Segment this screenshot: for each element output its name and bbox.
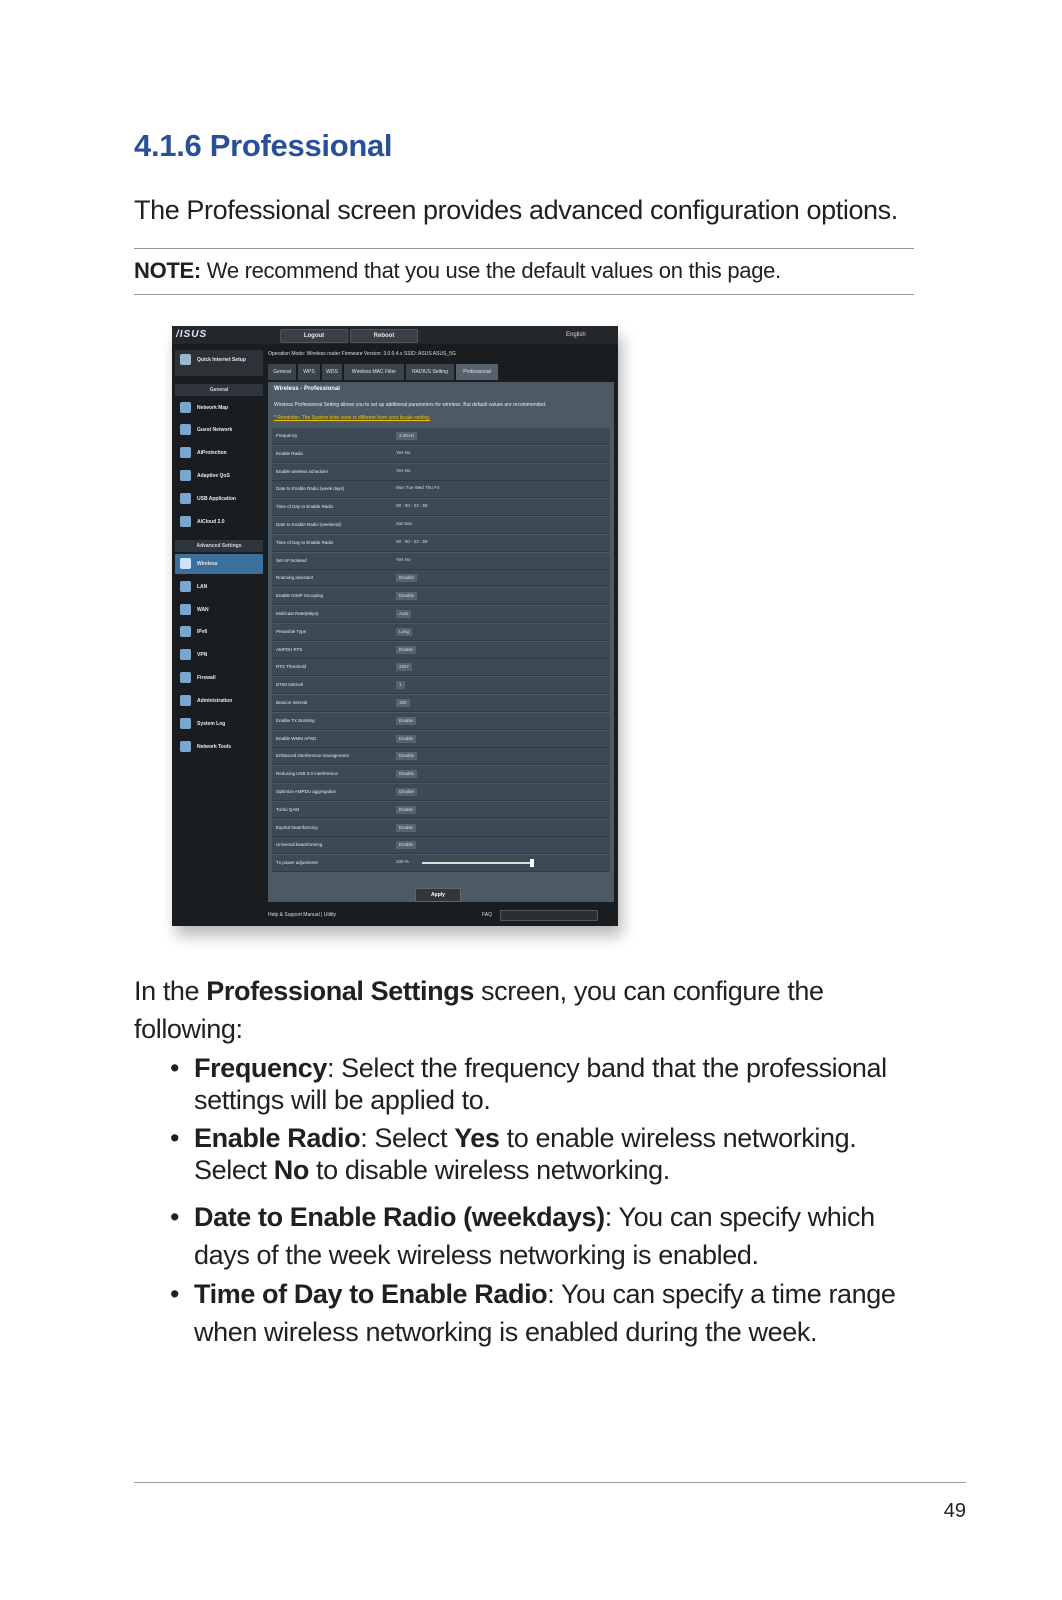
settings-row-value[interactable]: 100 % <box>396 859 409 865</box>
para-pre: In the <box>134 976 207 1006</box>
logout-button[interactable]: Logout <box>280 329 348 343</box>
shield-icon <box>180 672 191 683</box>
settings-row-value[interactable]: 100 <box>396 699 410 707</box>
settings-row <box>272 588 610 605</box>
bullet-dot-icon: • <box>170 1202 180 1232</box>
settings-row-label: Enable Radio <box>276 450 304 456</box>
settings-row-label: Enhanced interference management <box>276 753 349 759</box>
settings-row <box>272 766 610 783</box>
sidebar-item-label: Wireless <box>197 561 218 567</box>
sidebar-item-label: Guest Network <box>197 427 233 433</box>
log-icon <box>180 718 191 729</box>
globe-icon <box>180 626 191 637</box>
settings-row-label: Turbo QAM <box>276 806 300 812</box>
settings-row <box>272 820 610 837</box>
bullet-dot-icon: • <box>170 1123 180 1153</box>
sidebar-item-system-log[interactable] <box>175 714 263 734</box>
bullet-term: Frequency <box>194 1053 327 1083</box>
para-bold: Professional Settings <box>206 976 474 1006</box>
sidebar-item-lan[interactable] <box>175 577 263 597</box>
user-icon <box>180 695 191 706</box>
cloud-icon <box>180 516 191 527</box>
globe-icon <box>180 604 191 615</box>
bullet-text: to disable wireless networking. <box>308 1155 670 1185</box>
settings-row-label: Universal beamforming <box>276 842 323 848</box>
sidebar-item-network-tools[interactable] <box>175 737 263 757</box>
sidebar-item-administration[interactable] <box>175 691 263 711</box>
settings-row-value[interactable]: 00 : 00 - 23 : 59 <box>396 538 428 544</box>
settings-row-label: Reducing USB 3.0 interference <box>276 771 339 777</box>
settings-row-label: Beacon Interval <box>276 700 308 705</box>
tab-wds[interactable]: WDS <box>322 364 342 380</box>
sidebar-item-label: VPN <box>197 652 208 658</box>
settings-row <box>272 642 610 659</box>
bullet-text: : Select <box>360 1123 455 1153</box>
settings-row <box>272 481 610 498</box>
settings-row <box>272 731 610 748</box>
sidebar-item-wan[interactable] <box>175 600 263 620</box>
bullet-text: to enable wireless networking. Select <box>194 1123 857 1185</box>
sidebar-item-label: USB Application <box>197 496 236 502</box>
settings-row-value[interactable]: Enable <box>396 735 416 743</box>
tab-wireless-mac-filter[interactable]: Wireless MAC Filter <box>344 364 404 380</box>
settings-row <box>272 748 610 765</box>
settings-row-label: Explicit beamforming <box>276 824 318 830</box>
sidebar-item-label: AiCloud 2.0 <box>197 519 225 525</box>
qos-icon <box>180 470 191 481</box>
network-map-icon <box>180 402 191 413</box>
sidebar-item-aiprotection[interactable] <box>175 443 263 463</box>
footer-rule <box>134 1482 966 1483</box>
sidebar-item-label: Adaptive QoS <box>197 473 230 479</box>
router-info-bar: Operation Mode: Wireless router Firmware Version: 3.0.0.4.x SSID: ASUS ASUS_5G <box>268 351 456 357</box>
settings-row-label: Date to Enable Radio (weekend) <box>276 522 342 527</box>
settings-row <box>272 624 610 641</box>
settings-row-label: Frequency <box>276 433 298 438</box>
settings-row-label: Enable TX Bursting <box>276 717 315 723</box>
settings-row-label: Preamble Type <box>276 628 307 634</box>
slider-thumb[interactable] <box>530 859 534 867</box>
intro-text: The Professional screen provides advanced configuration options. <box>134 195 898 225</box>
bullet-term: Date to Enable Radio (weekdays) <box>194 1202 605 1232</box>
settings-row-label: Date to Enable Radio (week days) <box>276 486 345 492</box>
bullet-term: Enable Radio <box>194 1123 361 1153</box>
settings-row-label: Time of Day to Enable Radio <box>276 504 334 510</box>
advanced-settings-heading: Advanced Settings <box>175 540 263 552</box>
settings-row-value[interactable]: 1 <box>396 681 405 689</box>
faq-label: FAQ <box>482 912 493 918</box>
bullet-no: No <box>273 1155 309 1185</box>
settings-row-value[interactable]: Auto <box>396 610 411 618</box>
lock-icon <box>180 447 191 458</box>
note-bottom-rule <box>134 294 914 295</box>
sidebar-item-label: IPv6 <box>197 629 208 635</box>
wand-icon <box>180 354 191 365</box>
general-heading: General <box>175 384 263 396</box>
settings-row-label: Roaming assistant <box>276 575 314 581</box>
sidebar-item-aicloud[interactable] <box>175 512 263 532</box>
settings-row <box>272 428 610 445</box>
settings-intro-paragraph <box>134 972 914 1048</box>
settings-row-label: AMPDU RTS <box>276 646 303 652</box>
settings-row-value[interactable]: 2347 <box>396 663 412 671</box>
settings-row-label: Enable WMM APSD <box>276 735 317 741</box>
bullet-yes: Yes <box>454 1123 500 1153</box>
settings-row-value[interactable]: Sat Sun <box>396 521 413 526</box>
router-tabs <box>268 362 614 380</box>
bullet-text: : You can specify which days of the week wireless networking is enabled. <box>194 1202 875 1270</box>
professional-panel <box>268 382 614 902</box>
settings-row-value[interactable]: Disable <box>396 574 417 582</box>
router-top-bar <box>172 326 618 344</box>
sidebar-item-label: WAN <box>197 607 209 613</box>
sidebar-item-label: LAN <box>197 584 208 590</box>
vpn-icon <box>180 649 191 660</box>
settings-row <box>272 535 610 552</box>
router-screenshot <box>172 326 618 926</box>
reboot-button[interactable]: Reboot <box>350 329 418 343</box>
sidebar-item-wireless[interactable] <box>175 554 263 574</box>
sidebar-item-label: Firewall <box>197 675 216 681</box>
settings-row-value[interactable]: 00 : 00 - 23 : 59 <box>396 503 428 509</box>
tools-icon <box>180 741 191 752</box>
sidebar-item-network-map[interactable] <box>175 398 263 418</box>
settings-row-label: Enable wireless scheduler <box>276 468 329 474</box>
settings-row-label: Tx power adjustment <box>276 860 318 866</box>
settings-row <box>272 855 610 872</box>
settings-row <box>272 517 610 534</box>
sidebar-item-usb-application[interactable] <box>175 489 263 509</box>
settings-row-value[interactable]: Enable <box>396 841 416 849</box>
router-footer <box>268 908 614 922</box>
bullet-dot-icon: • <box>170 1279 180 1309</box>
note <box>134 258 781 284</box>
settings-row-label: Time of Day to Enable Radio <box>276 539 334 545</box>
settings-row-value[interactable]: Enable <box>396 717 416 725</box>
settings-row-label: Enable IGMP Snooping <box>276 593 323 599</box>
sidebar-item-vpn[interactable] <box>175 645 263 665</box>
settings-row-value[interactable]: Long <box>396 628 412 636</box>
wifi-icon <box>180 558 191 569</box>
settings-row <box>272 446 610 463</box>
settings-row <box>272 464 610 481</box>
puzzle-icon <box>180 493 191 504</box>
bullet-term: Time of Day to Enable Radio <box>194 1279 548 1309</box>
bullet-dot-icon: • <box>170 1053 180 1083</box>
settings-row-value[interactable]: 2.4GHz <box>396 432 417 440</box>
bullet-text: : Select the frequency band that the professional settings will be applied to. <box>194 1053 887 1115</box>
settings-row-value[interactable]: Disable <box>396 592 417 600</box>
section-title: 4.1.6 Professional <box>134 128 393 163</box>
panel-description: Wireless Professional Setting allows you to set up additional parameters for wireless. But default values are recommended. <box>274 402 547 408</box>
para-post: screen, you can configure the following: <box>134 976 824 1044</box>
sidebar-item-firewall[interactable] <box>175 668 263 688</box>
settings-row-value[interactable]: Disable <box>396 752 417 760</box>
settings-row-value[interactable]: Yes No <box>396 556 411 562</box>
settings-row <box>272 570 610 587</box>
settings-row-label: DTIM Interval <box>276 682 304 688</box>
settings-row <box>272 553 610 570</box>
settings-row-value[interactable]: Enable <box>396 646 416 654</box>
settings-row-label: RTS Threshold <box>276 664 307 670</box>
help-support-link[interactable]: Help & Support Manual | Utility <box>268 912 336 918</box>
settings-row-value[interactable]: Enable <box>396 806 416 814</box>
note-top-rule <box>134 248 914 249</box>
tab-professional[interactable]: Professional <box>456 364 498 380</box>
note-label: NOTE: <box>134 258 201 283</box>
settings-row-value[interactable]: Enable <box>396 824 416 832</box>
tab-general[interactable]: General <box>268 364 296 380</box>
settings-row-label: Multicast Rate(Mbps) <box>276 611 319 616</box>
tx-power-slider[interactable] <box>422 862 532 864</box>
settings-row <box>272 784 610 801</box>
asus-logo: /ISUS <box>176 329 208 340</box>
quick-setup-item[interactable] <box>175 350 263 376</box>
settings-row <box>272 677 610 694</box>
settings-row-value[interactable]: Mon Tue Wed Thu Fri <box>396 485 440 491</box>
panel-title: Wireless - Professional <box>274 386 340 392</box>
settings-row <box>272 606 610 623</box>
tab-wps[interactable]: WPS <box>298 364 320 380</box>
router-sidebar <box>175 348 263 763</box>
language-select[interactable]: English <box>566 332 586 338</box>
settings-row-value[interactable]: Yes No <box>396 449 411 455</box>
settings-row <box>272 499 610 516</box>
guest-network-icon <box>180 424 191 435</box>
sidebar-item-adaptive-qos[interactable] <box>175 466 263 486</box>
settings-row <box>272 837 610 854</box>
sidebar-item-label: AiProtection <box>197 450 227 456</box>
settings-row-value[interactable]: Yes No <box>396 467 411 473</box>
settings-row <box>272 802 610 819</box>
router-main <box>268 348 614 908</box>
sidebar-item-label: Network Map <box>197 405 229 411</box>
bullet-text: : You can specify a time range when wireless networking is enabled during the week. <box>194 1279 896 1347</box>
sidebar-item-label: System Log <box>197 721 226 727</box>
apply-button[interactable]: Apply <box>415 888 461 902</box>
settings-row-value[interactable]: Disable <box>396 788 417 796</box>
sidebar-item-label: Network Tools <box>197 744 232 750</box>
faq-search-input[interactable] <box>500 910 598 921</box>
quick-setup-label: Quick Internet Setup <box>197 357 246 363</box>
settings-row <box>272 713 610 730</box>
settings-row <box>272 695 610 712</box>
settings-row-label: Set AP Isolated <box>276 557 307 563</box>
tab-radius-setting[interactable]: RADIUS Setting <box>406 364 454 380</box>
page-number: 49 <box>943 1500 966 1522</box>
sidebar-item-guest-network[interactable] <box>175 420 263 440</box>
panel-reminder: * Reminder: The System time zone is different from your locale setting. <box>274 415 431 421</box>
settings-row <box>272 659 610 676</box>
sidebar-item-ipv6[interactable] <box>175 622 263 642</box>
home-icon <box>180 581 191 592</box>
note-text: We recommend that you use the default values on this page. <box>206 258 781 283</box>
sidebar-item-label: Administration <box>197 698 233 704</box>
settings-row-value[interactable]: Disable <box>396 770 417 778</box>
settings-row-label: Optimize AMPDU aggregation <box>276 789 337 794</box>
